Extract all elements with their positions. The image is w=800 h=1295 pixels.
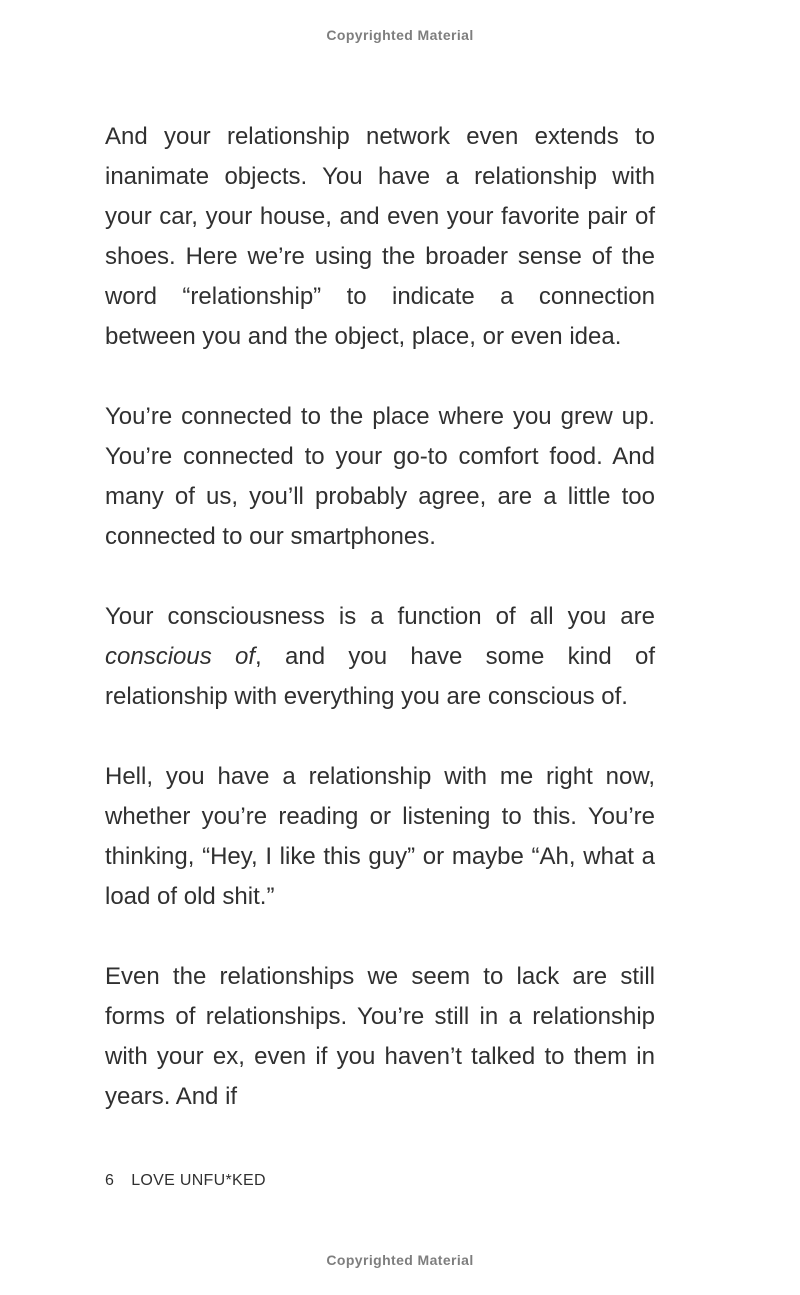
book-title: LOVE UNFU*KED bbox=[131, 1172, 266, 1189]
body-text bbox=[105, 117, 655, 1117]
text-segment: Hell, you have a relationship with me right now, whether you’re reading or listening to this. You’re thinking, “Hey, I like this guy” or maybe “Ah, what a load of old shit.” bbox=[105, 763, 655, 910]
paragraph bbox=[105, 597, 655, 717]
paragraph bbox=[105, 757, 655, 917]
text-segment: Your consciousness is a function of all you are bbox=[105, 603, 655, 630]
copyright-notice-bottom: Copyrighted Material bbox=[326, 1252, 474, 1268]
text-segment: You’re connected to the place where you grew up. You’re connected to your go-to comfort food. And many of us, you’ll probably agree, are a little too connected to our smartphones. bbox=[105, 403, 655, 550]
text-segment: And your relationship network even extends to inanimate objects. You have a relationship with your car, your house, and even your favorite pair of shoes. Here we’re using the broader sense of the word “relationship” to indicate a connection between you and the object, place, or even idea. bbox=[105, 123, 655, 350]
italic-text-segment: conscious of bbox=[105, 643, 256, 670]
copyright-notice-top: Copyrighted Material bbox=[326, 27, 474, 43]
page-number: 6 bbox=[105, 1172, 115, 1189]
paragraph bbox=[105, 957, 655, 1117]
text-segment: Even the relationships we seem to lack are still forms of relationships. You’re still in a relationship with your ex, even if you haven’t talked to them in years. And if bbox=[105, 963, 655, 1110]
paragraph bbox=[105, 397, 655, 557]
text-segment: , and you have some kind of relationship with everything you are conscious of. bbox=[105, 643, 656, 710]
paragraph bbox=[105, 117, 655, 357]
page-footer bbox=[105, 1172, 266, 1190]
